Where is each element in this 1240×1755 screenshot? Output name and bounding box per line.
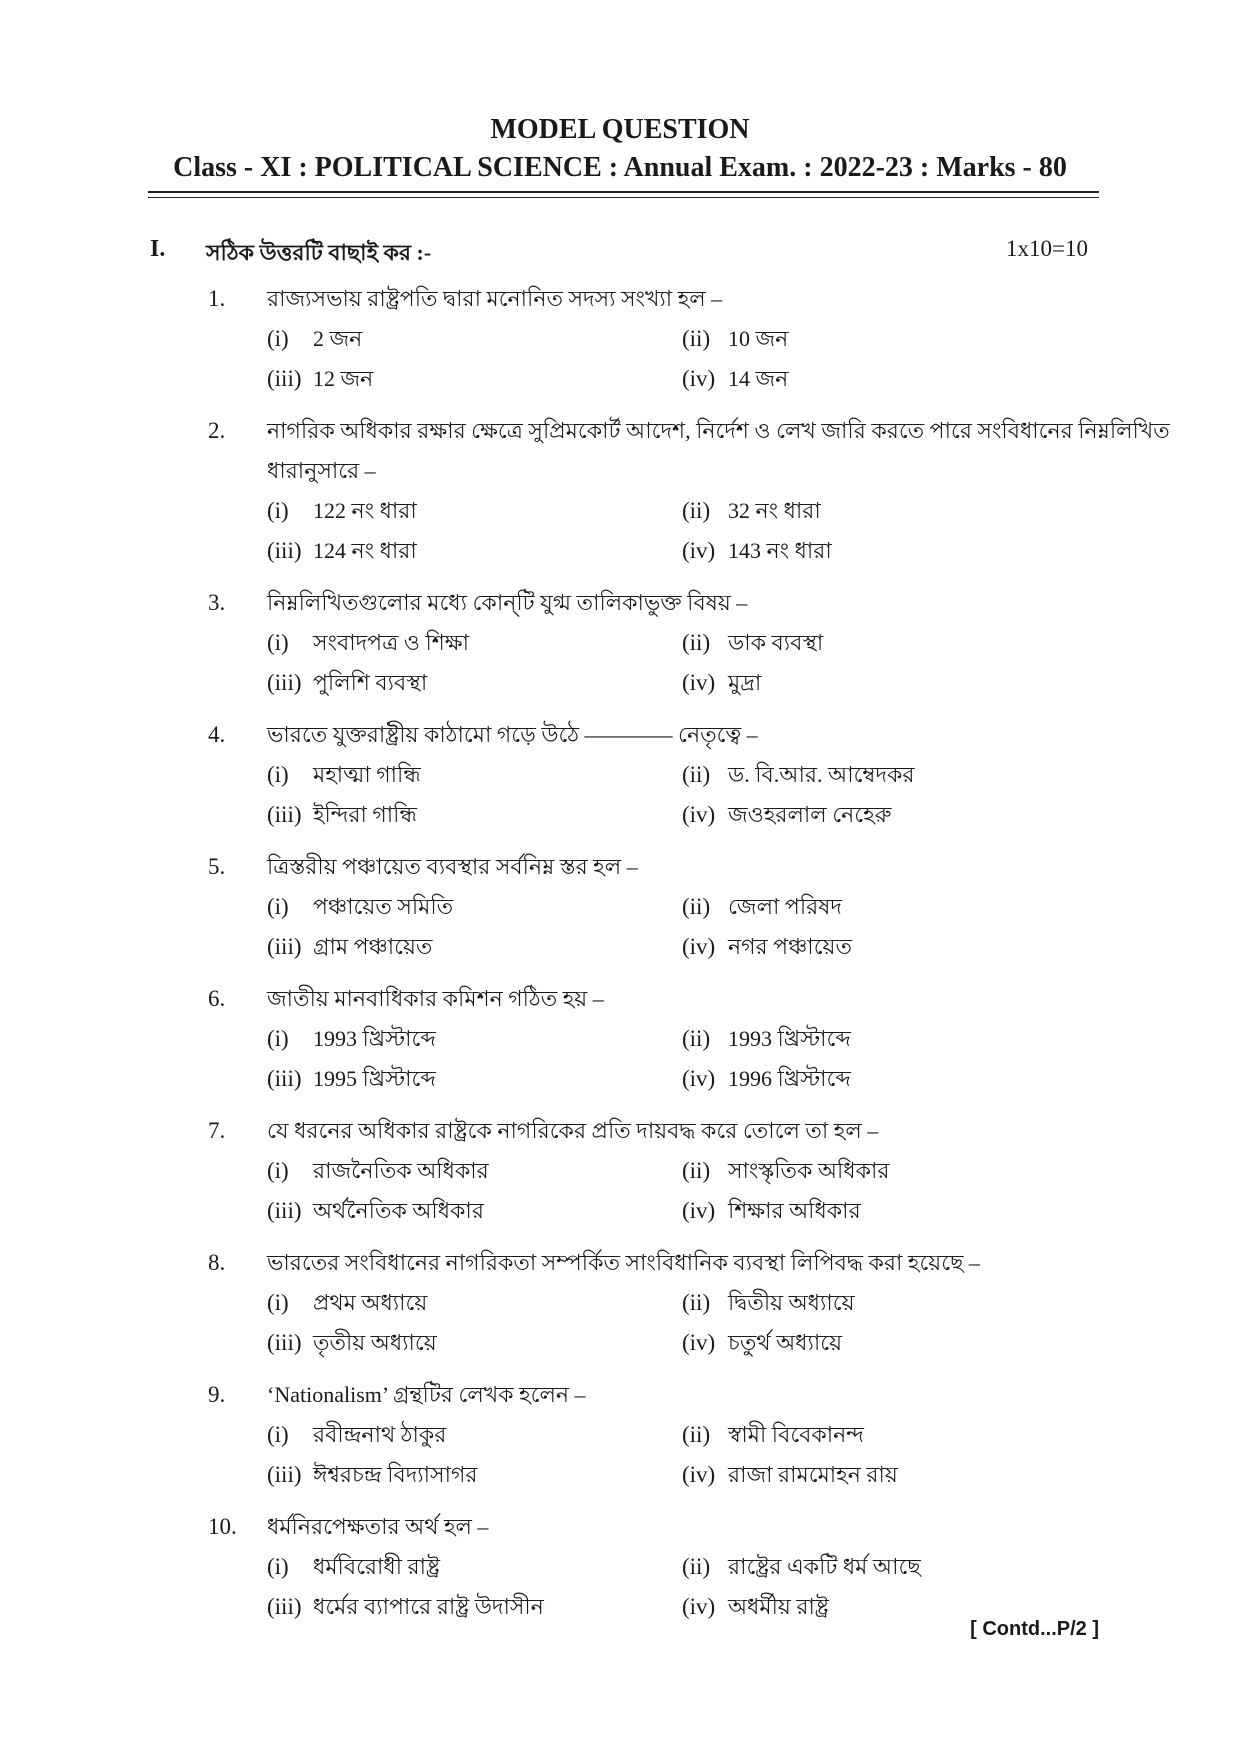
option-label: (iv) xyxy=(682,670,716,695)
option-text: শিক্ষার অধিকার xyxy=(728,1198,861,1223)
option-label: (iv) xyxy=(682,1594,716,1619)
question-item xyxy=(0,1243,1240,1363)
option-label: (ii) xyxy=(682,1554,711,1579)
exam-subtitle: Class - XI : POLITICAL SCIENCE : Annual Exam. : 2022-23 : Marks - 80 xyxy=(173,152,1067,183)
option-label: (iv) xyxy=(682,802,716,827)
answer-option[interactable] xyxy=(682,663,761,703)
option-text: চতুর্থ অধ্যায়ে xyxy=(728,1330,843,1355)
option-label: (iii) xyxy=(267,802,302,827)
question-text: রাজ্যসভায় রাষ্ট্রপতি দ্বারা মনোনিত সদস্য সংখ্যা হল – xyxy=(267,286,723,311)
answer-option[interactable] xyxy=(682,1019,851,1059)
answer-option[interactable] xyxy=(682,1283,855,1323)
option-label: (ii) xyxy=(682,326,711,351)
section-heading: সঠিক উত্তরটি বাছাই কর :- xyxy=(206,240,432,265)
option-row xyxy=(0,1547,1240,1587)
question-number: 1. xyxy=(208,286,226,311)
option-label: (iii) xyxy=(267,1462,302,1487)
option-row xyxy=(0,319,1240,359)
option-label: (i) xyxy=(267,326,289,351)
question-text: ভারতের সংবিধানের নাগরিকতা সম্পর্কিত সাংবিধানিক ব্যবস্থা লিপিবদ্ধ করা হয়েছে – xyxy=(267,1250,980,1275)
option-row xyxy=(0,1323,1240,1363)
question-number: 7. xyxy=(208,1118,226,1143)
question-item xyxy=(0,411,1240,571)
option-row xyxy=(0,531,1240,571)
answer-option[interactable] xyxy=(682,887,842,927)
option-text: অর্থনৈতিক অধিকার xyxy=(313,1198,484,1223)
option-text: 32 নং ধারা xyxy=(728,498,821,523)
question-number: 10. xyxy=(208,1514,237,1539)
option-label: (iv) xyxy=(682,1198,716,1223)
option-label: (ii) xyxy=(682,1290,711,1315)
answer-option[interactable] xyxy=(267,1059,436,1099)
header-divider-thin xyxy=(148,197,1099,198)
option-label: (iv) xyxy=(682,538,716,563)
option-label: (iii) xyxy=(267,1594,302,1619)
option-text: ধর্মের ব্যাপারে রাষ্ট্র উদাসীন xyxy=(313,1594,544,1619)
option-text: 1995 খ্রিস্টাব্দে xyxy=(313,1066,436,1091)
option-label: (i) xyxy=(267,894,289,919)
answer-option[interactable] xyxy=(267,1151,489,1191)
option-text: 122 নং ধারা xyxy=(313,498,417,523)
option-label: (iii) xyxy=(267,1198,302,1223)
answer-option[interactable] xyxy=(267,927,432,967)
option-label: (iii) xyxy=(267,1066,302,1091)
question-number: 3. xyxy=(208,590,226,615)
continued-note: [ Contd...P/2 ] xyxy=(970,1618,1099,1640)
option-label: (ii) xyxy=(682,1158,711,1183)
option-text: সাংস্কৃতিক অধিকার xyxy=(728,1158,890,1183)
question-line xyxy=(0,451,1240,491)
option-text: রবীন্দ্রনাথ ঠাকুর xyxy=(313,1422,447,1447)
question-item xyxy=(0,847,1240,967)
option-text: 12 জন xyxy=(313,366,374,391)
question-item xyxy=(0,1111,1240,1231)
answer-option[interactable] xyxy=(267,1323,437,1363)
option-text: স্বামী বিবেকানন্দ xyxy=(728,1422,864,1447)
option-row xyxy=(0,1191,1240,1231)
option-text: ডাক ব্যবস্থা xyxy=(728,630,824,655)
option-text: নগর পঞ্চায়েত xyxy=(728,934,852,959)
option-row xyxy=(0,1019,1240,1059)
option-text: 1996 খ্রিস্টাব্দে xyxy=(728,1066,851,1091)
answer-option[interactable] xyxy=(267,359,373,399)
question-line xyxy=(0,411,1240,451)
option-text: গ্রাম পঞ্চায়েত xyxy=(313,934,433,959)
answer-option[interactable] xyxy=(682,1191,861,1231)
option-row xyxy=(0,491,1240,531)
option-label: (ii) xyxy=(682,498,711,523)
answer-option[interactable] xyxy=(682,319,788,359)
option-label: (i) xyxy=(267,1026,289,1051)
question-line xyxy=(0,279,1240,319)
answer-option[interactable] xyxy=(682,1455,898,1495)
answer-option[interactable] xyxy=(267,795,417,835)
question-text: ধর্মনিরপেক্ষতার অর্থ হল – xyxy=(267,1514,489,1539)
option-text: 1993 খ্রিস্টাব্দে xyxy=(313,1026,436,1051)
section-number: I. xyxy=(150,236,166,262)
option-row xyxy=(0,623,1240,663)
option-text: ড. বি.আর. আম্বেদকর xyxy=(728,762,915,787)
option-row xyxy=(0,887,1240,927)
option-label: (i) xyxy=(267,498,289,523)
question-number: 8. xyxy=(208,1250,226,1275)
option-row xyxy=(0,663,1240,703)
answer-option[interactable] xyxy=(682,491,821,531)
option-text: 1993 খ্রিস্টাব্দে xyxy=(728,1026,851,1051)
answer-option[interactable] xyxy=(267,531,417,571)
option-text: ইন্দিরা গান্ধি xyxy=(313,802,417,827)
option-row xyxy=(0,1455,1240,1495)
question-line xyxy=(0,847,1240,887)
option-label: (iii) xyxy=(267,366,302,391)
answer-option[interactable] xyxy=(682,359,788,399)
option-label: (ii) xyxy=(682,1026,711,1051)
question-line xyxy=(0,1243,1240,1283)
option-label: (i) xyxy=(267,1290,289,1315)
question-text: জাতীয় মানবাধিকার কমিশন গঠিত হয় – xyxy=(267,986,604,1011)
option-text: ঈশ্বরচন্দ্র বিদ্যাসাগর xyxy=(313,1462,478,1487)
answer-option[interactable] xyxy=(267,491,417,531)
answer-option[interactable] xyxy=(682,927,852,967)
answer-option[interactable] xyxy=(682,1547,921,1587)
answer-option[interactable] xyxy=(267,623,469,663)
option-label: (iv) xyxy=(682,1462,716,1487)
question-number: 4. xyxy=(208,722,226,747)
option-text: মুদ্রা xyxy=(728,670,762,695)
answer-option[interactable] xyxy=(682,1323,842,1363)
option-label: (i) xyxy=(267,762,289,787)
question-item xyxy=(0,1507,1240,1627)
answer-option[interactable] xyxy=(682,795,892,835)
section-marks: 1x10=10 xyxy=(1006,236,1088,261)
answer-option[interactable] xyxy=(267,319,362,359)
question-text: ধারানুসারে – xyxy=(267,458,376,483)
question-item xyxy=(0,979,1240,1099)
question-item xyxy=(0,715,1240,835)
option-text: সংবাদপত্র ও শিক্ষা xyxy=(313,630,469,655)
answer-option[interactable] xyxy=(267,1587,544,1627)
option-label: (iii) xyxy=(267,538,302,563)
question-line xyxy=(0,583,1240,623)
question-number: 9. xyxy=(208,1382,226,1407)
question-text: ‘Nationalism’ গ্রন্থটির লেখক হলেন – xyxy=(267,1382,586,1407)
option-label: (iii) xyxy=(267,1330,302,1355)
option-label: (iv) xyxy=(682,934,716,959)
option-text: জেলা পরিষদ xyxy=(728,894,842,919)
answer-option[interactable] xyxy=(267,1455,477,1495)
question-text: ত্রিস্তরীয় পঞ্চায়েত ব্যবস্থার সর্বনিম্ন স্তর হল – xyxy=(267,854,638,879)
option-text: রাষ্ট্রের একটি ধর্ম আছে xyxy=(728,1554,921,1579)
option-label: (iv) xyxy=(682,366,716,391)
option-text: পঞ্চায়েত সমিতি xyxy=(313,894,454,919)
question-text: ভারতে যুক্তরাষ্ট্রীয় কাঠামো গড়ে উঠে ———— নেতৃত্বে – xyxy=(267,722,758,747)
question-text: নাগরিক অধিকার রক্ষার ক্ষেত্রে সুপ্রিমকোর্ট আদেশ, নির্দেশ ও লেখ জারি করতে পারে সংবিধানের নিম্নলিখিত xyxy=(267,418,1170,443)
option-text: রাজনৈতিক অধিকার xyxy=(313,1158,489,1183)
option-row xyxy=(0,1415,1240,1455)
option-row xyxy=(0,1151,1240,1191)
option-label: (iii) xyxy=(267,670,302,695)
answer-option[interactable] xyxy=(682,531,832,571)
option-label: (ii) xyxy=(682,1422,711,1447)
answer-option[interactable] xyxy=(267,1019,436,1059)
header-divider xyxy=(148,191,1099,193)
answer-option[interactable] xyxy=(267,887,453,927)
option-text: প্রথম অধ্যায়ে xyxy=(313,1290,428,1315)
question-list xyxy=(0,279,1240,1639)
option-label: (iv) xyxy=(682,1330,716,1355)
answer-option[interactable] xyxy=(682,1059,851,1099)
option-text: অধর্মীয় রাষ্ট্র xyxy=(728,1594,829,1619)
option-label: (iii) xyxy=(267,934,302,959)
option-text: পুলিশি ব্যবস্থা xyxy=(313,670,428,695)
answer-option[interactable] xyxy=(267,1283,427,1323)
question-line xyxy=(0,979,1240,1019)
option-text: ধর্মবিরোধী রাষ্ট্র xyxy=(313,1554,441,1579)
question-number: 2. xyxy=(208,418,226,443)
option-label: (i) xyxy=(267,1158,289,1183)
question-item xyxy=(0,279,1240,399)
option-text: 10 জন xyxy=(728,326,789,351)
option-label: (i) xyxy=(267,1422,289,1447)
question-text: যে ধরনের অধিকার রাষ্ট্রকে নাগরিকের প্রতি দায়বদ্ধ করে তোলে তা হল – xyxy=(267,1118,879,1143)
answer-option[interactable] xyxy=(682,1415,864,1455)
answer-option[interactable] xyxy=(682,755,915,795)
option-text: 124 নং ধারা xyxy=(313,538,417,563)
answer-option[interactable] xyxy=(682,623,823,663)
answer-option[interactable] xyxy=(682,1151,889,1191)
answer-option[interactable] xyxy=(267,755,421,795)
question-number: 6. xyxy=(208,986,226,1011)
option-text: 2 জন xyxy=(313,326,363,351)
option-label: (iv) xyxy=(682,1066,716,1091)
answer-option[interactable] xyxy=(267,1547,440,1587)
option-row xyxy=(0,359,1240,399)
option-label: (i) xyxy=(267,1554,289,1579)
document-title: MODEL QUESTION xyxy=(490,114,750,145)
option-text: 14 জন xyxy=(728,366,789,391)
option-row xyxy=(0,1283,1240,1323)
question-line xyxy=(0,1375,1240,1415)
option-text: 143 নং ধারা xyxy=(728,538,832,563)
answer-option[interactable] xyxy=(267,1191,484,1231)
option-label: (ii) xyxy=(682,894,711,919)
answer-option[interactable] xyxy=(682,1587,829,1627)
option-text: তৃতীয় অধ্যায়ে xyxy=(313,1330,437,1355)
question-item xyxy=(0,583,1240,703)
option-row xyxy=(0,927,1240,967)
option-row xyxy=(0,795,1240,835)
answer-option[interactable] xyxy=(267,1415,446,1455)
option-text: জওহরলাল নেহেরু xyxy=(728,802,892,827)
option-row xyxy=(0,1059,1240,1099)
option-label: (ii) xyxy=(682,630,711,655)
option-text: মহাত্মা গান্ধি xyxy=(313,762,421,787)
answer-option[interactable] xyxy=(267,663,427,703)
question-text: নিম্নলিখিতগুলোর মধ্যে কোন্‌টি যুগ্ম তালিকাভুক্ত বিষয় – xyxy=(267,590,748,615)
question-line xyxy=(0,715,1240,755)
option-text: রাজা রামমোহন রায় xyxy=(728,1462,898,1487)
question-line xyxy=(0,1507,1240,1547)
question-item xyxy=(0,1375,1240,1495)
option-label: (i) xyxy=(267,630,289,655)
option-label: (ii) xyxy=(682,762,711,787)
question-number: 5. xyxy=(208,854,226,879)
option-row xyxy=(0,755,1240,795)
question-line xyxy=(0,1111,1240,1151)
option-text: দ্বিতীয় অধ্যায়ে xyxy=(728,1290,855,1315)
